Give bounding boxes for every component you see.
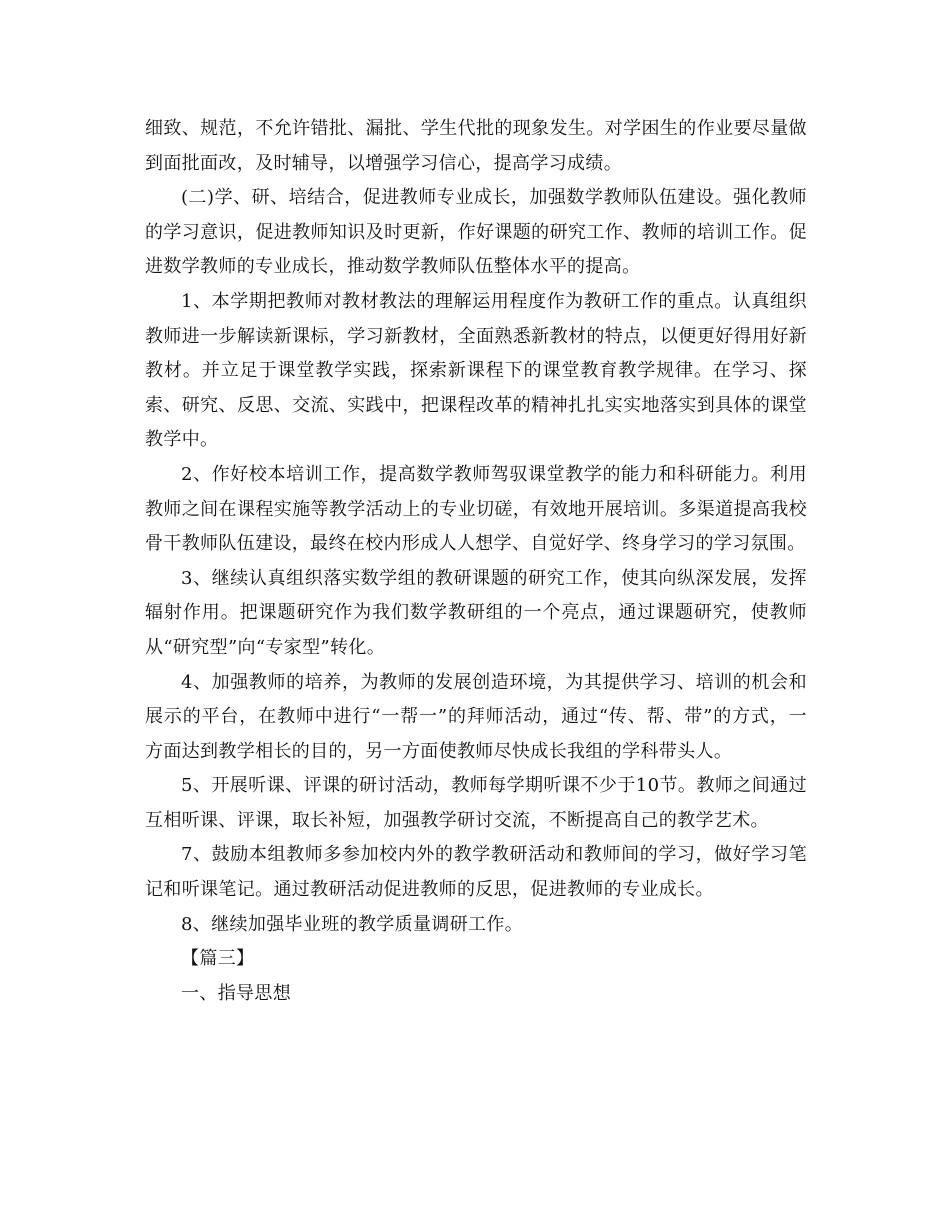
section-heading-part-three: 【篇三】 [181,948,255,970]
paragraph-item-3: 3、继续认真组织落实数学组的教研课题的研究工作，使其向纵深发展，发挥辐射作用。把课题研究作为我们数学教研组的一个亮点，通过课题研究，使教师从“研究型”向“专家型”转化。 [145,567,807,658]
paragraph-item-2: 2、作好校本培训工作，提高数学教师驾驭课堂教学的能力和科研能力。利用教师之间在课程实施等教学活动上的专业切磋，有效地开展培训。多渠道提高我校骨干教师队伍建设，最终在校内形成人人想学、自觉好学、终身学习的学习氛围。 [145,463,807,555]
paragraph-item-7: 7、鼓励本组教师多参加校内外的教学教研活动和教师间的学习，做好学习笔记和听课笔记。通过教研活动促进教师的反思，促进教师的专业成长。 [145,844,807,901]
paragraph-section-two: (二)学、研、培结合，促进教师专业成长，加强数学教师队伍建设。强化教师的学习意识，促进教师知识及时更新，作好课题的研究工作、教师的培训工作。促进数学教师的专业成长，推动数学教师队伍整体水平的提高。 [145,187,807,278]
paragraph-item-5: 5、开展听课、评课的研讨活动，教师每学期听课不少于10节。教师之间通过互相听课、评课，取长补短，加强教学研讨交流，不断提高自己的教学艺术。 [145,775,807,831]
paragraph-item-8: 8、继续加强毕业班的教学质量调研工作。 [181,913,524,935]
section-heading-guiding-thought: 一、指导思想 [181,982,292,1004]
paragraph-item-1: 1、本学期把教师对教材教法的理解运用程度作为教研工作的重点。认真组织教师进一步解读新课标，学习新教材，全面熟悉新教材的特点，以便更好得用好新教材。并立足于课堂教学实践，探索新课程下的课堂教育教学规律。在学习、探索、研究、反思、交流、实践中，把课程改革的精神扎扎实实地落实到具体的课堂教学中。 [145,290,807,451]
document-body [145,112,807,1011]
paragraph-item-4: 4、加强教师的培养，为教师的发展创造环境，为其提供学习、培训的机会和展示的平台，在教师中进行“一帮一”的拜师活动，通过“传、帮、带”的方式，一方面达到教学相长的目的，另一方面使教师尽快成长我组的学科带头人。 [145,671,807,762]
paragraph-continuation: 细致、规范，不允许错批、漏批、学生代批的现象发生。对学困生的作业要尽量做到面批面改，及时辅导，以增强学习信心，提高学习成绩。 [145,118,807,174]
